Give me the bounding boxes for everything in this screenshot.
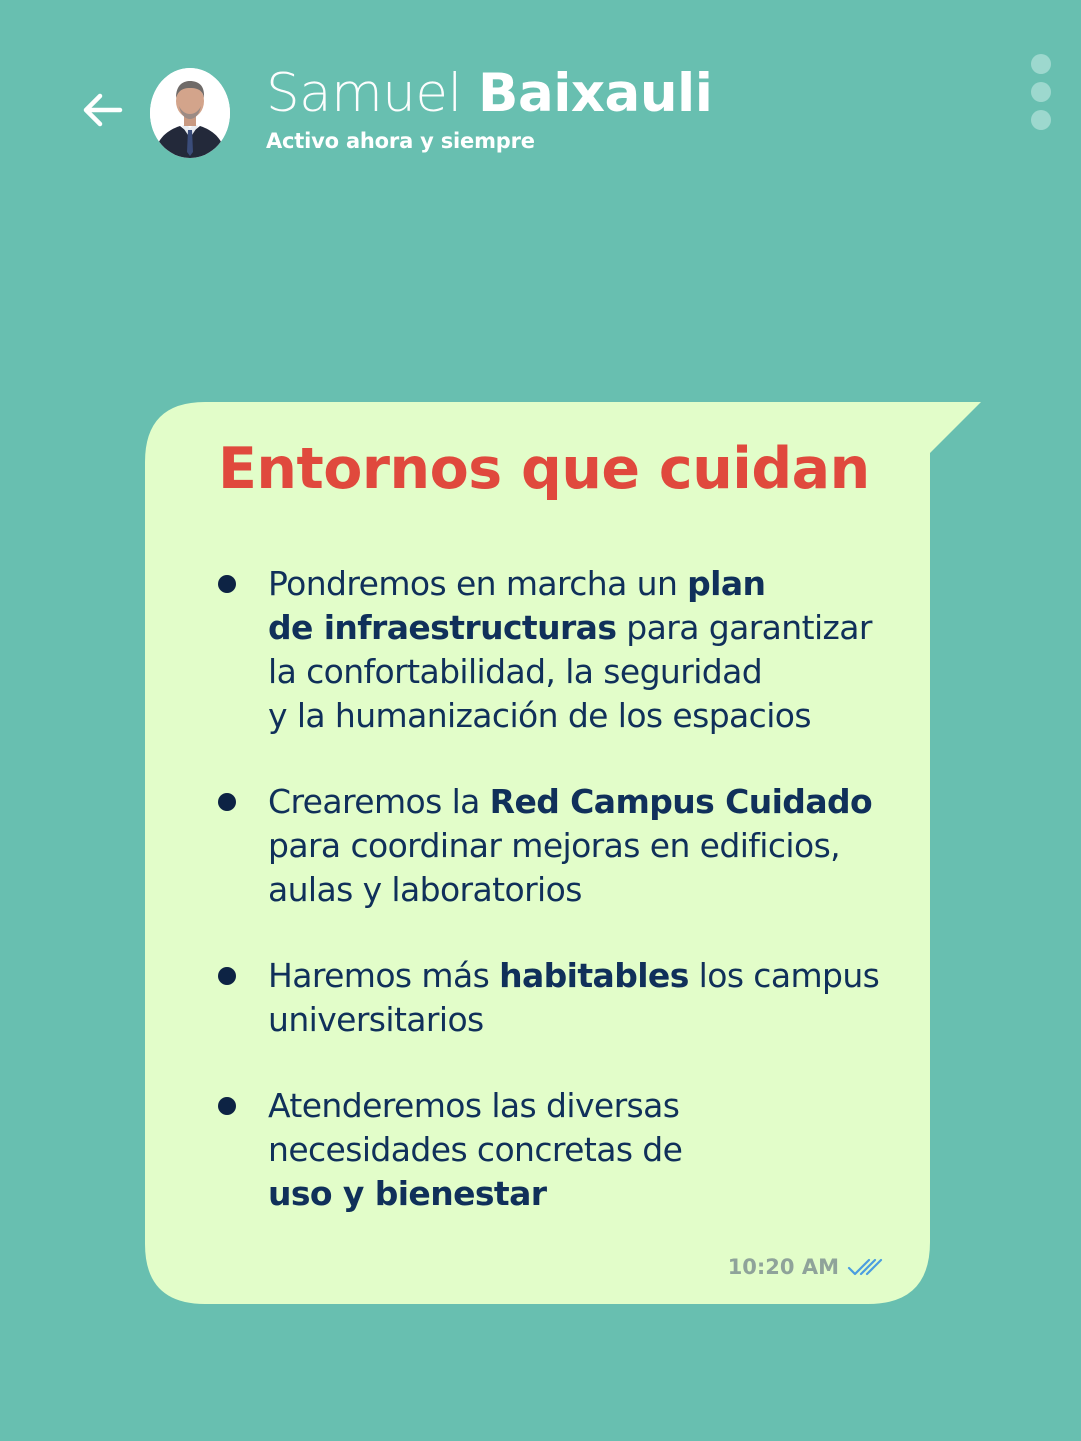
list-item xyxy=(218,1084,898,1216)
arrow-left-icon xyxy=(76,88,126,132)
contact-first-name: Samuel xyxy=(266,63,462,124)
list-item-text: Haremos más habitables los campus universitarios xyxy=(268,956,880,1039)
bullet-icon xyxy=(218,575,236,593)
list-item xyxy=(218,780,898,912)
message-title: Entornos que cuidan xyxy=(218,436,870,502)
bullet-icon xyxy=(218,1097,236,1115)
double-check-icon xyxy=(847,1256,885,1278)
back-button[interactable] xyxy=(76,88,126,132)
avatar[interactable] xyxy=(150,68,230,158)
list-item xyxy=(218,562,898,738)
list-item-text: Crearemos la Red Campus Cuidado para coordinar mejoras en edificios, aulas y laboratorios xyxy=(268,782,873,909)
list-item-text: Atenderemos las diversas necesidades concretas de uso y bienestar xyxy=(268,1086,683,1213)
list-item xyxy=(218,954,898,1042)
message-bubble[interactable] xyxy=(145,402,981,1304)
message-meta xyxy=(728,1252,885,1282)
list-item-text: Pondremos en marcha un plan de infraestructuras para garantizar la confortabilidad, la seguridad y la humanización de los espacios xyxy=(268,564,872,735)
more-menu-button[interactable] xyxy=(1028,52,1054,132)
contact-photo xyxy=(150,68,230,158)
bullet-icon xyxy=(218,793,236,811)
bullet-icon xyxy=(218,967,236,985)
bullet-list xyxy=(218,562,898,1216)
contact-last-name: Baixauli xyxy=(478,63,713,124)
contact-status: Activo ahora y siempre xyxy=(266,129,535,153)
contact-name xyxy=(266,62,712,126)
message-time: 10:20 AM xyxy=(727,1255,839,1279)
